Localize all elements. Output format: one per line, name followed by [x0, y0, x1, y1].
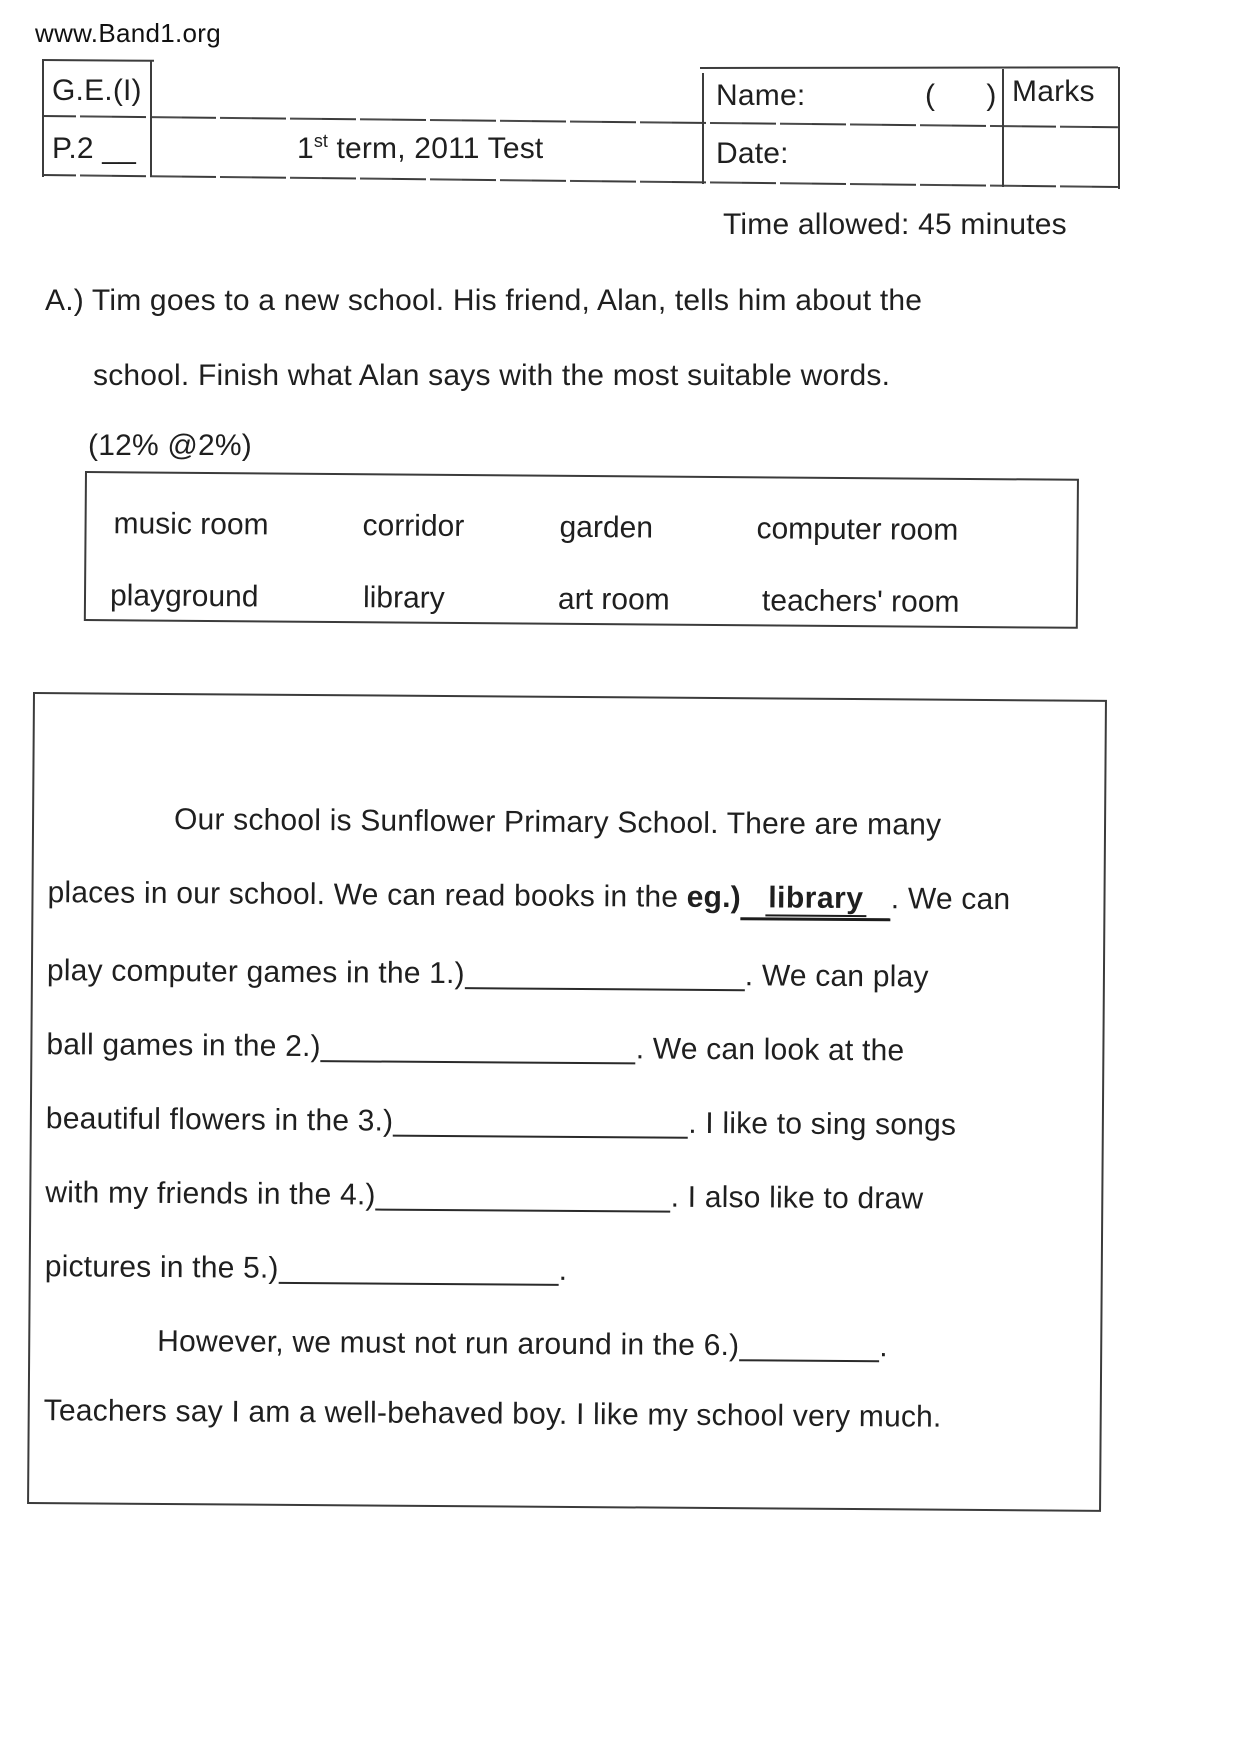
time-allowed: Time allowed: 45 minutes	[723, 208, 1067, 241]
header-rule-middle	[42, 115, 1118, 128]
word-bank-box	[84, 471, 1079, 629]
instruction-line-1: A.) Tim goes to a new school. His friend, Alan, tells him about the	[45, 284, 923, 317]
passage-line-8	[157, 1321, 888, 1364]
passage-text: . We can	[890, 882, 1011, 917]
word-bank-item: teachers' room	[761, 584, 960, 619]
blank-4[interactable]	[376, 1175, 671, 1213]
passage-line-2	[47, 876, 1010, 917]
word-bank-item: corridor	[362, 509, 465, 543]
blank-1[interactable]	[465, 953, 745, 991]
passage-text: . We can play	[744, 959, 929, 994]
passage-box	[27, 692, 1107, 1512]
site-watermark: www.Band1.org	[35, 18, 222, 48]
passage-text: . I also like to draw	[670, 1180, 924, 1216]
blank-2[interactable]	[321, 1026, 636, 1064]
class-number-brackets: ( )	[925, 79, 997, 112]
passage-text: . I like to sing songs	[688, 1106, 957, 1142]
passage-text: places in our school. We can read books in the	[47, 876, 687, 914]
example-blank	[741, 881, 891, 921]
header-rule-left-border	[42, 60, 44, 177]
header-rule-divider2	[702, 73, 704, 184]
passage-text: . We can look at the	[635, 1032, 905, 1068]
passage-line-4	[46, 1024, 904, 1068]
passage-text: .	[558, 1253, 568, 1287]
example-label: eg.)	[686, 880, 741, 915]
term-ordinal-suffix: st	[313, 131, 328, 151]
passage-line-6	[45, 1172, 923, 1216]
header-rule-right-border	[1118, 67, 1120, 189]
term-title-rest: term, 2011 Test	[327, 132, 544, 165]
word-bank-item: library	[362, 581, 445, 615]
header-rule-divider3	[1002, 69, 1004, 187]
marks-label: Marks	[1012, 75, 1095, 108]
passage-line-9: Teachers say I am a well-behaved boy. I like my school very much.	[43, 1394, 942, 1434]
blank-5[interactable]	[279, 1248, 559, 1286]
header-rule-topright	[700, 66, 1118, 69]
passage-text: play computer games in the 1.)	[46, 954, 465, 991]
date-label: Date:	[716, 137, 789, 170]
term-title	[297, 131, 543, 166]
word-bank-item: garden	[559, 510, 654, 545]
marks-note: (12% @2%)	[88, 429, 252, 462]
passage-text: pictures in the 5.)	[44, 1250, 279, 1285]
subject-code: G.E.(I)	[52, 74, 142, 107]
word-bank-item: art room	[557, 582, 670, 617]
name-label: Name:	[716, 79, 806, 112]
passage-line-7	[45, 1246, 568, 1288]
passage-text: .	[879, 1330, 888, 1364]
blank-3[interactable]	[393, 1101, 688, 1139]
passage-text: with my friends in the 4.)	[45, 1176, 376, 1212]
passage-line-3	[47, 950, 929, 994]
word-bank-item: computer room	[756, 512, 959, 547]
term-number: 1	[297, 132, 314, 165]
blank-6[interactable]	[739, 1325, 879, 1362]
header-rule-divider1	[150, 60, 152, 177]
passage-line-5	[46, 1098, 957, 1143]
header-rule-topleft	[42, 59, 154, 62]
passage-text: ball games in the 2.)	[46, 1028, 321, 1064]
example-answer: library	[765, 881, 866, 917]
passage-text: However, we must not run around in the 6.)	[157, 1324, 740, 1363]
class-level: P.2 __	[52, 132, 137, 165]
passage-text: beautiful flowers in the 3.)	[45, 1102, 394, 1138]
instruction-line-2: school. Finish what Alan says with the most suitable words.	[93, 359, 891, 392]
passage-line-1: Our school is Sunflower Primary School. There are many	[173, 803, 942, 842]
word-bank-item: playground	[109, 579, 259, 614]
word-bank-item: music room	[113, 507, 269, 542]
header-rule-bottom	[42, 174, 1118, 188]
